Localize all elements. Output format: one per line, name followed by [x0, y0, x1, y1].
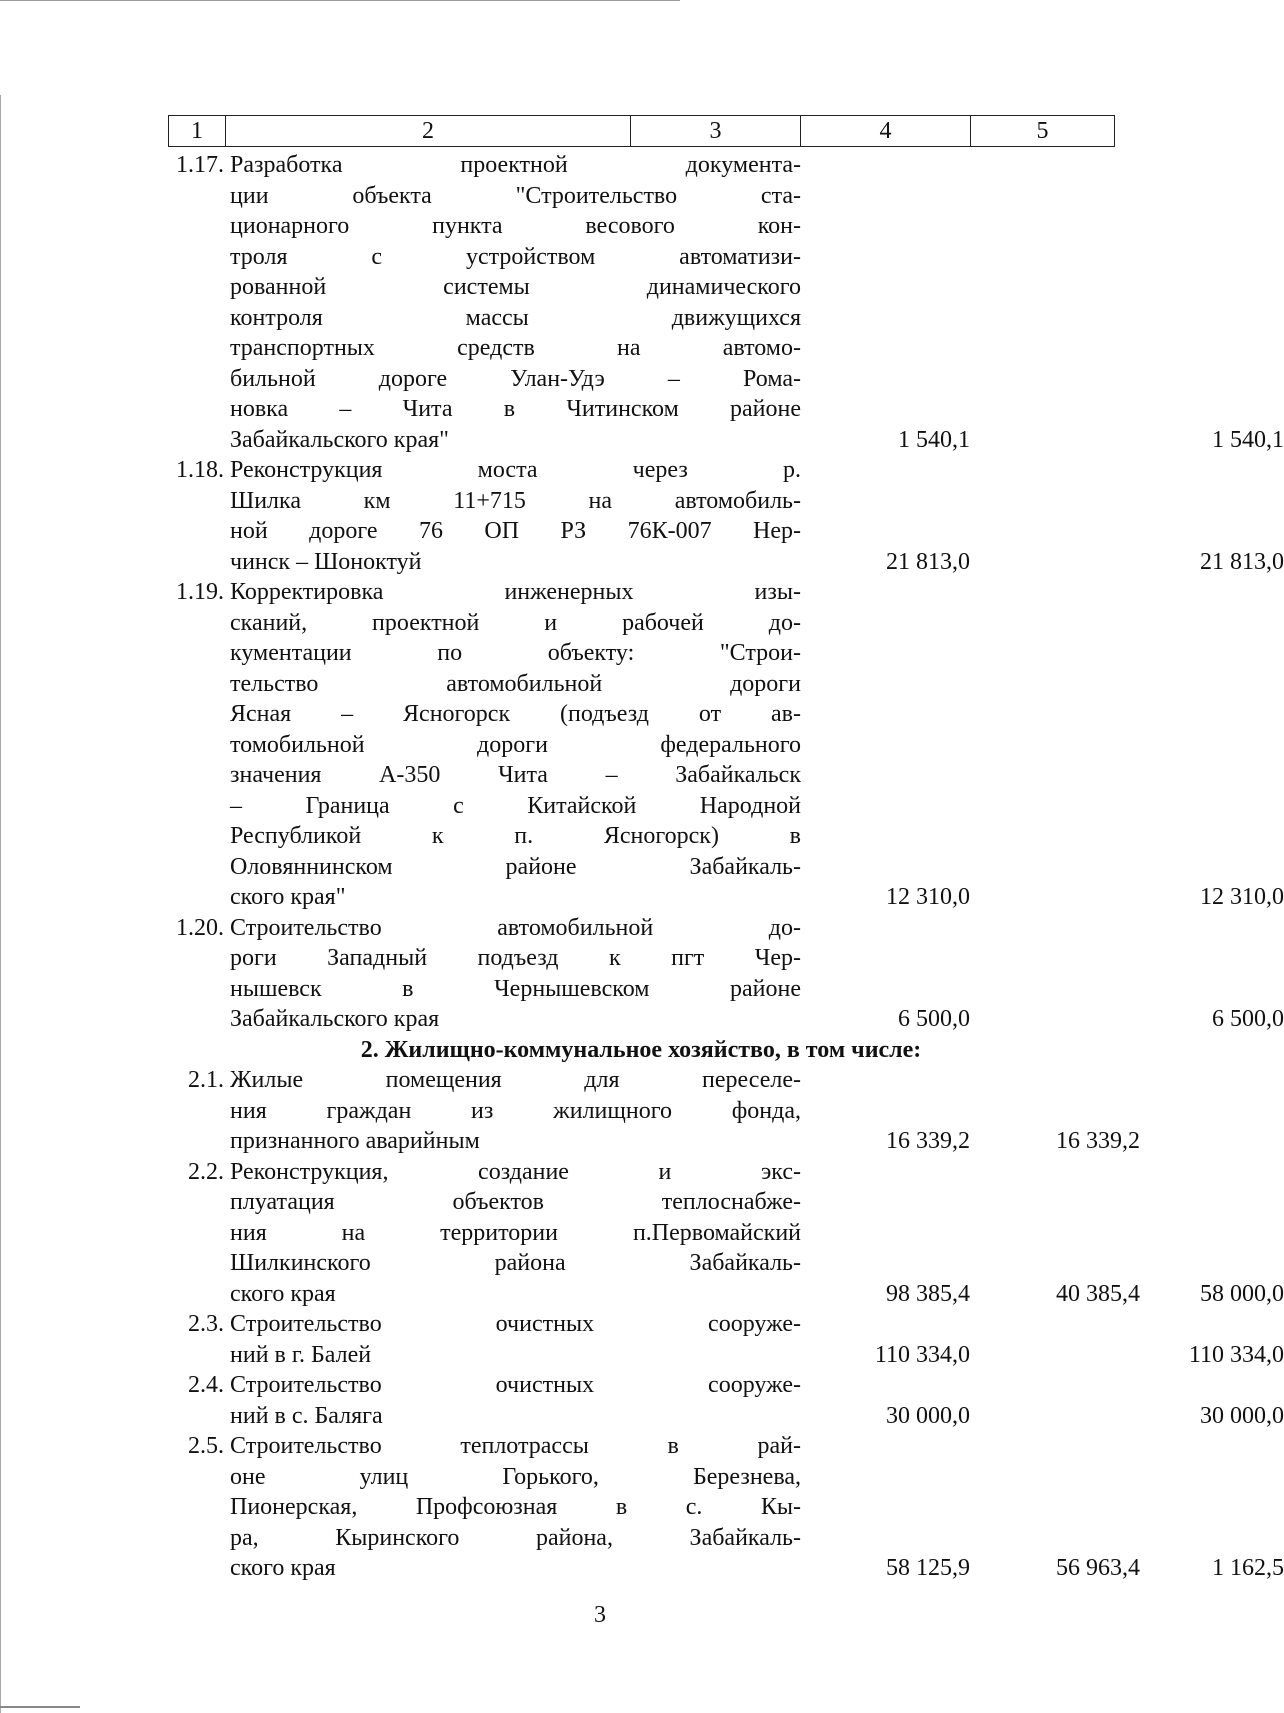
description-line: Пионерская, Профсоюзная в с. Кы- [230, 1494, 801, 1520]
description-line: Строительство автомобильной до- [230, 914, 801, 941]
table-row [168, 455, 1284, 577]
row-number: 1.18. [176, 457, 224, 483]
header-col-3: 3 [631, 116, 801, 147]
description-line: Разработка проектной документа- [230, 152, 801, 178]
row-description [230, 1065, 801, 1157]
table-row [168, 1370, 1284, 1431]
description-line: ра, Кыринского района, Забайкаль- [230, 1524, 801, 1551]
value-c3: 21 813,0 [886, 548, 970, 575]
row-number: 1.20. [176, 914, 224, 941]
value-c5: 6 500,0 [1212, 1006, 1284, 1032]
header-col-1: 1 [169, 116, 226, 147]
value-c3: 6 500,0 [898, 1006, 970, 1032]
description-line: Республикой к п. Ясногорск) в [230, 823, 801, 849]
description-line: нышевск в Чернышевском районе [230, 975, 801, 1002]
description-line: Оловяннинском районе Забайкаль- [230, 853, 801, 880]
value-c5: 110 334,0 [1188, 1341, 1284, 1368]
description-line: ского края" [230, 884, 346, 910]
column-header-table [168, 115, 1115, 147]
row-number: 2.3. [188, 1311, 224, 1337]
table-row [168, 913, 1284, 1035]
value-c4: 56 963,4 [1056, 1555, 1140, 1581]
table-row [168, 577, 1284, 913]
description-line: тельство автомобильной дороги [230, 670, 801, 697]
value-c3: 12 310,0 [886, 884, 970, 910]
row-description [230, 150, 801, 455]
description-line: Строительство очистных сооруже- [230, 1372, 801, 1398]
description-line: Ясная – Ясногорск (подъезд от ав- [230, 701, 801, 727]
page-number: 3 [594, 1602, 606, 1628]
description-line: ционарного пункта весового кон- [230, 213, 801, 239]
description-line: кументации по объекту: "Строи- [230, 640, 801, 666]
description-line: признанного аварийным [230, 1128, 480, 1154]
description-line: томобильной дороги федерального [230, 731, 801, 758]
header-col-5: 5 [971, 116, 1115, 147]
description-line: значения А-350 Чита – Забайкальск [230, 762, 801, 788]
table-row [168, 1065, 1140, 1157]
row-description [230, 913, 801, 1035]
row-description [230, 1370, 801, 1431]
value-c5: 1 162,5 [1212, 1555, 1284, 1581]
value-c5: 12 310,0 [1200, 884, 1284, 910]
header-col-2: 2 [226, 116, 631, 147]
row-description [230, 455, 801, 577]
description-line: ции объекта "Строительство ста- [230, 182, 801, 209]
description-line: Жилые помещения для переселе- [230, 1067, 801, 1093]
description-line: Реконструкция, создание и экс- [230, 1158, 801, 1185]
value-c5: 1 540,1 [1212, 426, 1284, 453]
scan-edge-bottom [0, 1706, 80, 1708]
row-description [230, 577, 801, 913]
description-line: роги Западный подъезд к пгт Чер- [230, 945, 801, 971]
description-line: сканий, проектной и рабочей до- [230, 609, 801, 636]
description-line: рованной системы динамического [230, 274, 801, 300]
value-c3: 1 540,1 [898, 426, 970, 453]
description-line: Шилкинского района Забайкаль- [230, 1250, 801, 1276]
header-col-4: 4 [801, 116, 971, 147]
value-c3: 58 125,9 [886, 1555, 970, 1581]
section-title: 2. Жилищно-коммунальное хозяйство, в том числе: [360, 1036, 922, 1063]
description-line: Строительство теплотрассы в рай- [230, 1433, 801, 1459]
table-row [168, 150, 1284, 455]
description-line: Шилка км 11+715 на автомобиль- [230, 487, 801, 514]
table-row [168, 1157, 1284, 1310]
value-c5: 58 000,0 [1200, 1280, 1284, 1307]
value-c5: 21 813,0 [1200, 548, 1284, 575]
row-number: 1.19. [176, 579, 224, 605]
description-line: ского края [230, 1280, 336, 1307]
description-line: оне улиц Горького, Березнева, [230, 1463, 801, 1490]
description-line: Корректировка инженерных изы- [230, 579, 801, 605]
row-number: 2.1. [188, 1067, 224, 1093]
description-line: Забайкальского края [230, 1006, 440, 1032]
value-c3: 110 334,0 [874, 1341, 970, 1368]
description-line: бильной дороге Улан-Удэ – Рома- [230, 365, 801, 392]
description-line: – Граница с Китайской Народной [230, 792, 801, 819]
description-line: новка – Чита в Читинском районе [230, 396, 801, 422]
row-number: 2.4. [188, 1372, 224, 1398]
scan-edge-left [0, 95, 1, 1713]
table-row [168, 1431, 1284, 1584]
description-line: ния граждан из жилищного фонда, [230, 1097, 801, 1124]
value-c3: 16 339,2 [886, 1128, 970, 1154]
description-line: транспортных средств на автомо- [230, 335, 801, 361]
description-line: ний в с. Баляга [230, 1402, 383, 1429]
row-description [230, 1157, 801, 1310]
description-line: Реконструкция моста через р. [230, 457, 801, 483]
row-number: 1.17. [176, 152, 224, 178]
description-line: ной дороге 76 ОП РЗ 76К-007 Нер- [230, 518, 801, 544]
description-line: Строительство очистных сооруже- [230, 1311, 801, 1337]
value-c3: 98 385,4 [886, 1280, 970, 1307]
description-line: ний в г. Балей [230, 1341, 372, 1368]
scan-edge-top [0, 0, 680, 1]
value-c4: 16 339,2 [1056, 1128, 1140, 1154]
description-line: контроля массы движущихся [230, 304, 801, 331]
description-line: ния на территории п.Первомайский [230, 1219, 801, 1246]
description-line: троля с устройством автоматизи- [230, 243, 801, 270]
value-c3: 30 000,0 [886, 1402, 970, 1429]
value-c4: 40 385,4 [1056, 1280, 1140, 1307]
row-description [230, 1431, 801, 1584]
description-line: Забайкальского края" [230, 426, 449, 453]
row-number: 2.2. [188, 1158, 224, 1185]
description-line: чинск – Шоноктуй [230, 548, 422, 575]
row-number: 2.5. [188, 1433, 224, 1459]
row-description [230, 1309, 801, 1370]
description-line: ского края [230, 1555, 336, 1581]
value-c5: 30 000,0 [1200, 1402, 1284, 1429]
description-line: плуатация объектов теплоснабже- [230, 1189, 801, 1215]
table-row [168, 1309, 1284, 1370]
